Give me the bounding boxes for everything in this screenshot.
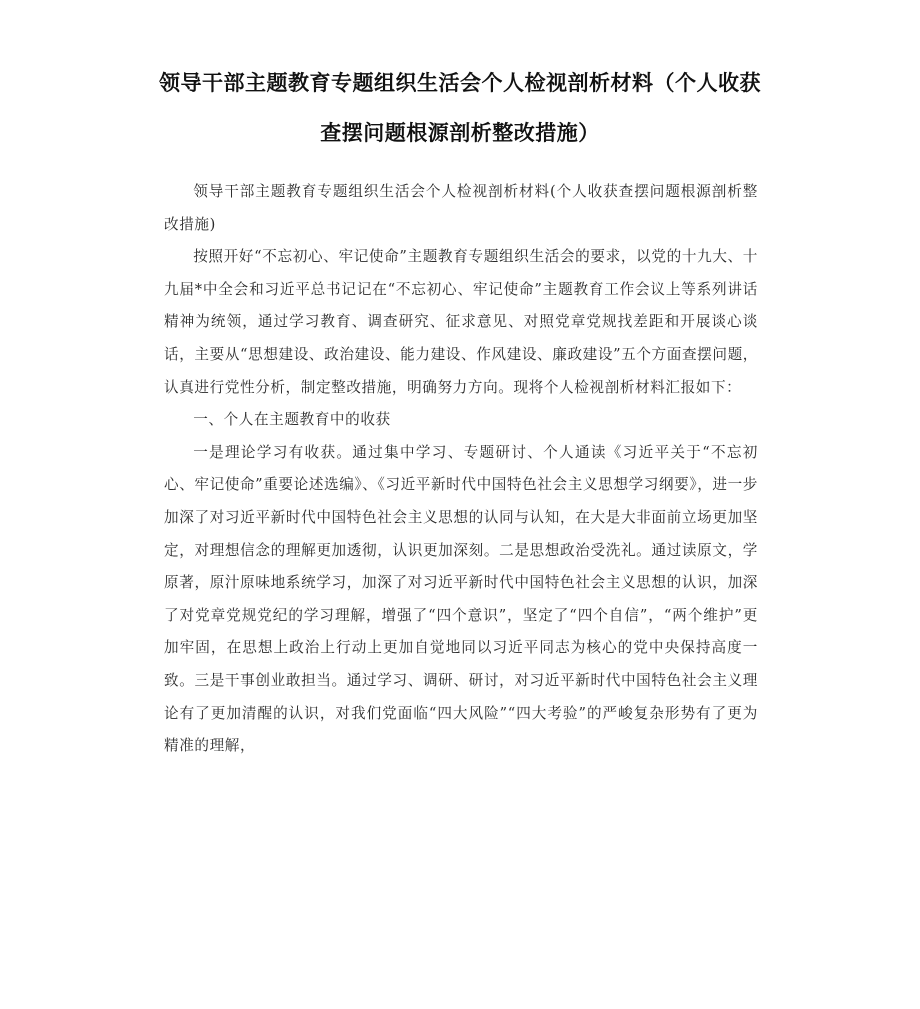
intro-paragraph: 领导干部主题教育专题组织生活会个人检视剖析材料(个人收获查摆问题根源剖析整改措施)	[164, 183, 758, 233]
section-heading: 一、个人在主题教育中的收获	[193, 411, 391, 429]
gains-paragraph: 一是理论学习有收获。通过集中学习、专题研讨、个人通读《习近平关于“不忘初心、牢记使命”重要论述选编》、《习近平新时代中国特色社会主义思想学习纲要》，进一步加深了对习近平新时代中国特色社会主义思想的认同与认知，在大是大非面前立场更加坚定，对理想信念的理解更加透彻，认识更加深刻。二是思想政治受洗礼。通过读原文，学原著，原汁原味地系统学习，加深了对习近平新时代中国特色社会主义思想的认识，加深了对党章党规党纪的学习理解，增强了“四个意识”，坚定了“四个自信”，“两个维护”更加牢固，在思想上政治上行动上更加自觉地同以习近平同志为核心的党中央保持高度一致。三是干事创业敢担当。通过学习、调研、研讨，对习近平新时代中国特色社会主义理论有了更加清醒的认识，对我们党面临“四大风险”“四大考验”的严峻复杂形势有了更为精准的理解，	[164, 443, 758, 755]
page-title: 领导干部主题教育专题组织生活会个人检视剖析材料（个人收获查摆问题根源剖析整改措施）	[159, 71, 761, 145]
overview-paragraph: 按照开好“不忘初心、牢记使命”主题教育专题组织生活会的要求，以党的十九大、十九届*中全会和习近平总书记记在“不忘初心、牢记使命”主题教育工作会议上等系列讲话精神为统领，通过学习教育、调查研究、征求意见、对照党章党规找差距和开展谈心谈话，主要从“思想建设、政治建设、能力建设、作风建设、廉政建设”五个方面查摆问题，认真进行党性分析，制定整改措施，明确努力方向。现将个人检视剖析材料汇报如下：	[164, 248, 758, 396]
document-body	[164, 176, 758, 763]
